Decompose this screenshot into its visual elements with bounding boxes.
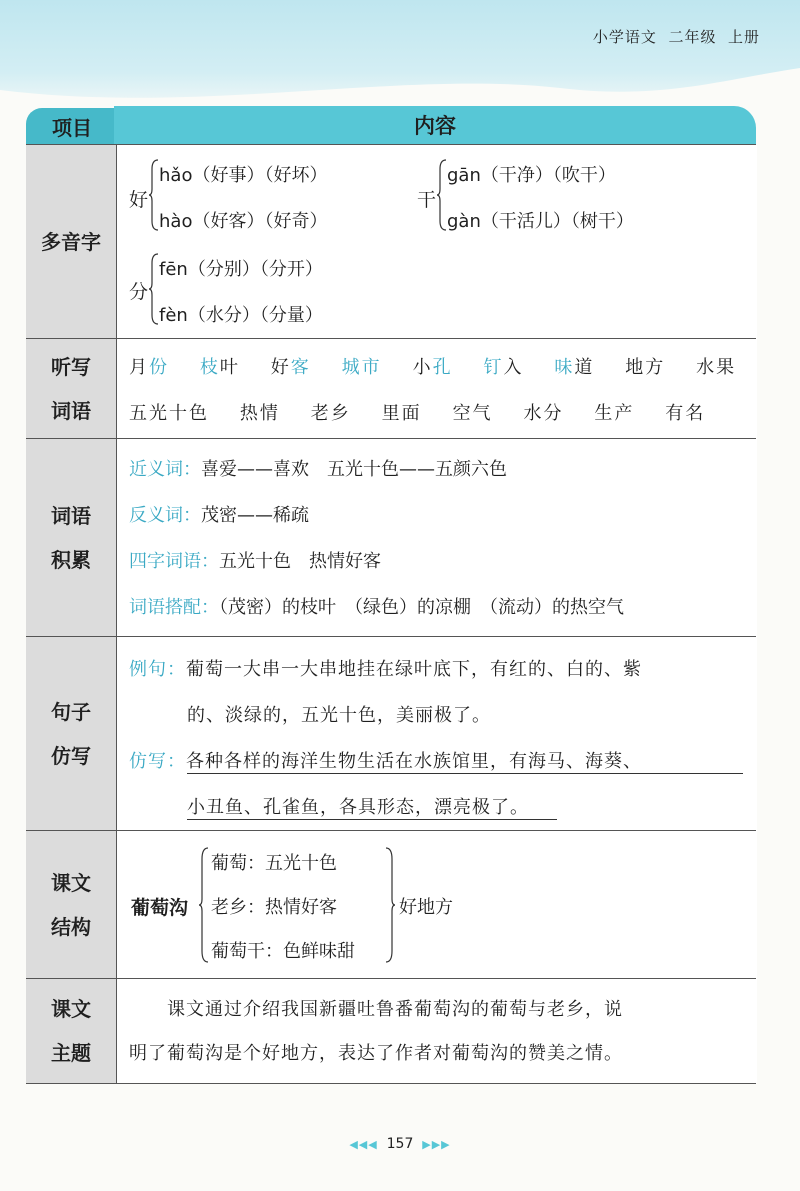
row-label — [26, 637, 116, 831]
word-part: 月 — [129, 357, 149, 378]
imitation-text: 各种各样的海洋生物生活在水族馆里，有海马、海葵、 — [186, 751, 642, 772]
polyphone-reading: gàn（干活儿）（树干） — [447, 211, 634, 232]
word-highlight: 客 — [290, 357, 311, 378]
left-brace-icon — [199, 847, 209, 963]
dictation-line-2 — [129, 399, 705, 425]
row-label-line: 结构 — [51, 915, 91, 939]
polyphone-char: 好 — [129, 189, 149, 211]
row-vocab — [26, 438, 756, 637]
imitation-tag: 仿写： — [129, 751, 186, 772]
idiom-text: 五光十色 热情好客 — [219, 551, 381, 572]
word-part: 叶 — [219, 357, 240, 378]
word: 有名 — [665, 403, 706, 424]
row-label — [26, 831, 116, 979]
idiom-tag: 四字词语： — [129, 551, 219, 572]
row-polyphones — [26, 144, 756, 339]
word: 热情 — [239, 403, 280, 424]
row-imitation — [26, 636, 756, 831]
row-label-line: 仿写 — [51, 744, 91, 768]
word: 老乡 — [310, 403, 351, 424]
polyphone-reading: fèn（水分）（分量） — [159, 305, 323, 326]
vocab-antonym — [129, 501, 309, 527]
row-label-line: 听写 — [51, 355, 91, 379]
antonym-text: 茂密——稀疏 — [201, 505, 309, 526]
brace-icon — [149, 159, 159, 231]
row-theme — [26, 978, 756, 1084]
imitation-sentence-2: 小丑鱼、孔雀鱼，各具形态，漂亮极了。 — [187, 797, 529, 818]
example-tag: 例句： — [129, 659, 186, 680]
word-part: 道 — [574, 357, 595, 378]
page-footer — [0, 1136, 800, 1152]
word-highlight: 城市 — [341, 357, 382, 378]
word: 空气 — [452, 403, 493, 424]
row-content — [116, 439, 757, 637]
row-label — [26, 339, 116, 439]
word: 里面 — [381, 403, 422, 424]
structure-item: 老乡：热情好客 — [211, 897, 337, 918]
vocab-collocation — [129, 593, 624, 619]
antonym-tag: 反义词： — [129, 505, 201, 526]
right-arrows-icon: ▶▶▶ — [422, 1138, 451, 1151]
column-header-content: 内容 — [114, 106, 756, 144]
collocation-tag: 词语搭配： — [129, 597, 219, 618]
brace-icon — [437, 159, 447, 231]
word-part: 好 — [270, 357, 291, 378]
word-part: 小 — [412, 357, 433, 378]
row-label-line: 句子 — [51, 700, 91, 724]
polyphone-char: 分 — [129, 281, 149, 303]
row-label-line: 课文 — [51, 871, 91, 895]
column-header-item: 项目 — [26, 108, 118, 144]
theme-line-1: 课文通过介绍我国新疆吐鲁番葡萄沟的葡萄与老乡，说 — [167, 999, 623, 1020]
vocab-idiom — [129, 547, 381, 573]
row-content — [116, 831, 757, 979]
row-content — [116, 339, 757, 439]
row-label — [26, 979, 116, 1083]
example-sentence-1 — [129, 655, 642, 681]
row-label-line: 主题 — [51, 1041, 91, 1065]
row-label-line: 词语 — [51, 399, 91, 423]
brace-icon — [149, 253, 159, 325]
row-content — [116, 637, 757, 831]
word-highlight: 钉 — [483, 357, 504, 378]
word-highlight: 枝 — [199, 357, 220, 378]
underline — [187, 819, 557, 820]
collocation-text: （茂密）的枝叶 （绿色）的凉棚 （流动）的热空气 — [219, 597, 624, 618]
polyphone-char: 干 — [417, 189, 437, 211]
word-part: 水果 — [696, 357, 737, 378]
synonym-tag: 近义词： — [129, 459, 201, 480]
vocab-synonym — [129, 455, 507, 481]
word-highlight: 孔 — [432, 357, 453, 378]
synonym-text: 喜爱——喜欢 五光十色——五颜六色 — [201, 459, 507, 480]
row-label-line: 积累 — [51, 548, 91, 572]
polyphone-reading: fēn（分别）（分开） — [159, 259, 323, 280]
underline — [187, 773, 743, 774]
polyphone-reading: hào（好客）（好奇） — [159, 211, 328, 232]
word-part: 入 — [503, 357, 524, 378]
structure-item: 葡萄干：色鲜味甜 — [211, 941, 355, 962]
word-highlight: 味 — [554, 357, 575, 378]
row-label: 多音字 — [26, 145, 116, 339]
polyphone-reading: gān（干净）（吹干） — [447, 165, 616, 186]
page-number: 157 — [386, 1136, 414, 1152]
word: 生产 — [594, 403, 635, 424]
word-highlight: 份 — [149, 357, 169, 378]
word-part: 地方 — [625, 357, 666, 378]
polyphone-reading: hǎo（好事）（好坏） — [159, 165, 328, 186]
row-label-line: 词语 — [51, 504, 91, 528]
example-text: 葡萄一大串一大串地挂在绿叶底下，有红的、白的、紫 — [186, 659, 642, 680]
dictation-line-1 — [129, 353, 736, 379]
imitation-sentence-1 — [129, 747, 642, 773]
structure-item: 葡萄：五光十色 — [211, 853, 337, 874]
row-structure — [26, 830, 756, 979]
right-brace-icon — [385, 847, 395, 963]
structure-conclusion: 好地方 — [399, 897, 453, 918]
row-dictation — [26, 338, 756, 439]
structure-root: 葡萄沟 — [131, 897, 189, 919]
row-label-line: 课文 — [51, 997, 91, 1021]
row-content — [116, 145, 757, 339]
theme-line-2: 明了葡萄沟是个好地方，表达了作者对葡萄沟的赞美之情。 — [129, 1043, 623, 1064]
left-arrows-icon: ◀◀◀ — [349, 1138, 378, 1151]
row-label — [26, 439, 116, 637]
book-title: 小学语文 二年级 上册 — [592, 28, 760, 46]
example-sentence-2: 的、淡绿的，五光十色，美丽极了。 — [187, 705, 491, 726]
word: 五光十色 — [129, 403, 209, 424]
word: 水分 — [523, 403, 564, 424]
row-content — [116, 979, 757, 1083]
